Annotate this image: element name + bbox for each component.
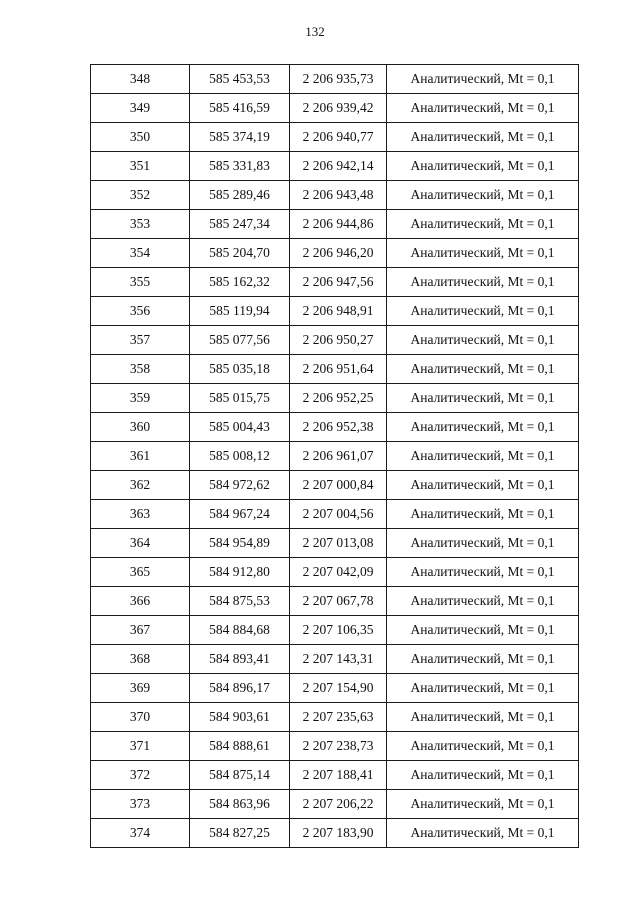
point-number-cell: 358 [91,355,190,384]
table-row [91,413,579,442]
point-number-cell: 354 [91,239,190,268]
coordinate-y-cell: 2 206 951,64 [290,355,387,384]
coordinate-y-cell: 2 206 952,38 [290,413,387,442]
table-row [91,587,579,616]
coordinate-y-cell: 2 207 143,31 [290,645,387,674]
coordinate-y-cell: 2 207 183,90 [290,819,387,848]
coordinate-x-cell: 584 888,61 [190,732,290,761]
method-cell: Аналитический, Mt = 0,1 [387,616,579,645]
coordinate-x-cell: 585 416,59 [190,94,290,123]
method-cell: Аналитический, Mt = 0,1 [387,384,579,413]
point-number-cell: 348 [91,65,190,94]
coordinate-x-cell: 585 162,32 [190,268,290,297]
table-row [91,94,579,123]
method-cell: Аналитический, Mt = 0,1 [387,413,579,442]
coordinate-x-cell: 584 875,14 [190,761,290,790]
method-cell: Аналитический, Mt = 0,1 [387,268,579,297]
method-cell: Аналитический, Mt = 0,1 [387,819,579,848]
table-row [91,152,579,181]
point-number-cell: 355 [91,268,190,297]
table-row [91,65,579,94]
point-number-cell: 370 [91,703,190,732]
table-row [91,268,579,297]
method-cell: Аналитический, Mt = 0,1 [387,94,579,123]
table-row [91,616,579,645]
table-row [91,210,579,239]
point-number-cell: 352 [91,181,190,210]
coordinate-y-cell: 2 207 004,56 [290,500,387,529]
coordinate-y-cell: 2 206 946,20 [290,239,387,268]
table-row [91,326,579,355]
method-cell: Аналитический, Mt = 0,1 [387,732,579,761]
point-number-cell: 350 [91,123,190,152]
method-cell: Аналитический, Mt = 0,1 [387,500,579,529]
coordinate-y-cell: 2 206 952,25 [290,384,387,413]
coordinate-y-cell: 2 207 000,84 [290,471,387,500]
method-cell: Аналитический, Mt = 0,1 [387,790,579,819]
point-number-cell: 372 [91,761,190,790]
point-number-cell: 362 [91,471,190,500]
point-number-cell: 374 [91,819,190,848]
coordinate-y-cell: 2 206 947,56 [290,268,387,297]
table-row [91,384,579,413]
point-number-cell: 356 [91,297,190,326]
table-row [91,123,579,152]
method-cell: Аналитический, Mt = 0,1 [387,703,579,732]
coordinate-y-cell: 2 206 942,14 [290,152,387,181]
coordinate-x-cell: 585 374,19 [190,123,290,152]
table-row [91,558,579,587]
method-cell: Аналитический, Mt = 0,1 [387,65,579,94]
coordinate-x-cell: 585 008,12 [190,442,290,471]
method-cell: Аналитический, Mt = 0,1 [387,529,579,558]
method-cell: Аналитический, Mt = 0,1 [387,471,579,500]
coordinate-y-cell: 2 207 235,63 [290,703,387,732]
table-row [91,471,579,500]
method-cell: Аналитический, Mt = 0,1 [387,297,579,326]
coordinate-x-cell: 584 863,96 [190,790,290,819]
coordinate-y-cell: 2 207 106,35 [290,616,387,645]
coordinates-table-body [91,65,579,848]
point-number-cell: 360 [91,413,190,442]
coordinate-y-cell: 2 206 961,07 [290,442,387,471]
method-cell: Аналитический, Mt = 0,1 [387,355,579,384]
coordinate-y-cell: 2 207 154,90 [290,674,387,703]
coordinate-y-cell: 2 207 042,09 [290,558,387,587]
method-cell: Аналитический, Mt = 0,1 [387,587,579,616]
table-row [91,732,579,761]
table-row [91,761,579,790]
point-number-cell: 364 [91,529,190,558]
coordinate-y-cell: 2 207 206,22 [290,790,387,819]
point-number-cell: 369 [91,674,190,703]
coordinate-x-cell: 585 035,18 [190,355,290,384]
coordinate-y-cell: 2 206 943,48 [290,181,387,210]
coordinate-x-cell: 584 827,25 [190,819,290,848]
coordinate-y-cell: 2 206 944,86 [290,210,387,239]
point-number-cell: 351 [91,152,190,181]
point-number-cell: 357 [91,326,190,355]
coordinate-x-cell: 584 896,17 [190,674,290,703]
method-cell: Аналитический, Mt = 0,1 [387,152,579,181]
point-number-cell: 365 [91,558,190,587]
point-number-cell: 367 [91,616,190,645]
coordinate-x-cell: 584 912,80 [190,558,290,587]
point-number-cell: 353 [91,210,190,239]
point-number-cell: 359 [91,384,190,413]
coordinate-y-cell: 2 206 950,27 [290,326,387,355]
coordinate-y-cell: 2 207 067,78 [290,587,387,616]
method-cell: Аналитический, Mt = 0,1 [387,210,579,239]
coordinate-x-cell: 585 119,94 [190,297,290,326]
coordinate-x-cell: 584 954,89 [190,529,290,558]
coordinate-y-cell: 2 206 940,77 [290,123,387,152]
coordinate-x-cell: 584 884,68 [190,616,290,645]
coordinate-x-cell: 584 875,53 [190,587,290,616]
coordinate-x-cell: 585 289,46 [190,181,290,210]
point-number-cell: 366 [91,587,190,616]
method-cell: Аналитический, Mt = 0,1 [387,674,579,703]
point-number-cell: 349 [91,94,190,123]
point-number-cell: 371 [91,732,190,761]
coordinate-x-cell: 585 453,53 [190,65,290,94]
table-row [91,703,579,732]
table-row [91,790,579,819]
table-row [91,674,579,703]
coordinate-y-cell: 2 206 935,73 [290,65,387,94]
method-cell: Аналитический, Mt = 0,1 [387,558,579,587]
point-number-cell: 363 [91,500,190,529]
coordinate-x-cell: 585 077,56 [190,326,290,355]
method-cell: Аналитический, Mt = 0,1 [387,442,579,471]
coordinate-x-cell: 584 893,41 [190,645,290,674]
point-number-cell: 368 [91,645,190,674]
method-cell: Аналитический, Mt = 0,1 [387,326,579,355]
coordinate-x-cell: 584 972,62 [190,471,290,500]
coordinate-y-cell: 2 207 188,41 [290,761,387,790]
coordinate-y-cell: 2 207 013,08 [290,529,387,558]
table-row [91,529,579,558]
coordinate-x-cell: 585 004,43 [190,413,290,442]
coordinate-y-cell: 2 207 238,73 [290,732,387,761]
table-row [91,442,579,471]
method-cell: Аналитический, Mt = 0,1 [387,645,579,674]
table-row [91,819,579,848]
table-row [91,239,579,268]
coordinate-y-cell: 2 206 939,42 [290,94,387,123]
table-row [91,181,579,210]
table-row [91,645,579,674]
table-row [91,297,579,326]
point-number-cell: 373 [91,790,190,819]
method-cell: Аналитический, Mt = 0,1 [387,181,579,210]
point-number-cell: 361 [91,442,190,471]
coordinate-x-cell: 585 204,70 [190,239,290,268]
page-number: 132 [305,24,325,39]
coordinate-x-cell: 585 331,83 [190,152,290,181]
coordinate-x-cell: 584 903,61 [190,703,290,732]
coordinates-table [90,64,579,848]
table-row [91,500,579,529]
method-cell: Аналитический, Mt = 0,1 [387,123,579,152]
coordinate-y-cell: 2 206 948,91 [290,297,387,326]
method-cell: Аналитический, Mt = 0,1 [387,239,579,268]
method-cell: Аналитический, Mt = 0,1 [387,761,579,790]
coordinate-x-cell: 584 967,24 [190,500,290,529]
coordinate-x-cell: 585 247,34 [190,210,290,239]
table-row [91,355,579,384]
coordinate-x-cell: 585 015,75 [190,384,290,413]
